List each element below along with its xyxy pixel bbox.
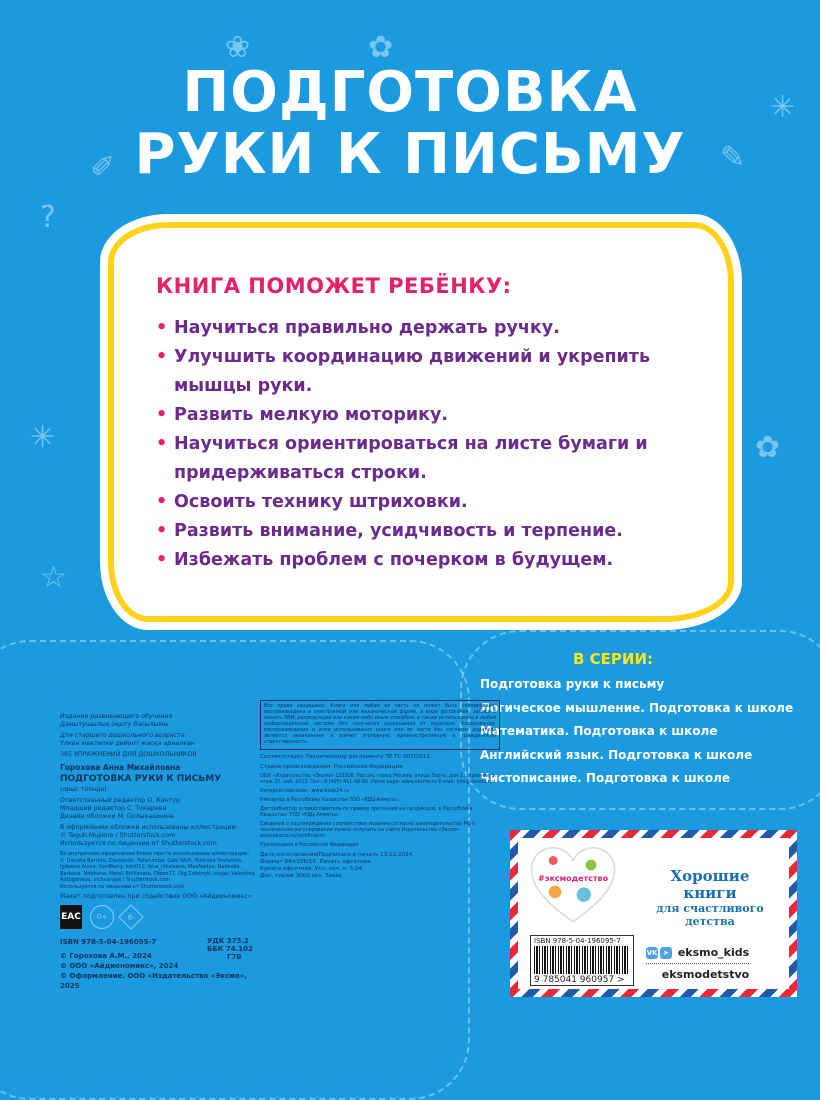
age-rating-diamond: 6- (118, 904, 143, 929)
flower-icon: ✿ (755, 430, 781, 465)
benefit-item: • Избежать проблем с почерком в будущем. (156, 550, 614, 570)
benefits-card (108, 222, 734, 622)
series-item: Математика. Подготовка к школе (480, 724, 718, 738)
benefit-item: • Развить мелкую моторику. (156, 405, 449, 425)
benefit-item: • Улучшить координацию движений и укрепить мышцы руки. (156, 347, 651, 396)
hashtag: #эксмодетство (538, 874, 609, 883)
brush-icon: ✐ (90, 150, 116, 185)
title-line: РУКИ К ПИСЬМУ (134, 122, 686, 187)
sparkle-icon: ✳ (770, 90, 796, 125)
certification-marks (60, 905, 260, 929)
benefit-item: • Освоить технику штриховки. (156, 492, 468, 512)
social-handle[interactable]: eksmo_kids (677, 946, 750, 959)
social-handle[interactable]: eksmodetstvo (646, 963, 749, 981)
series-note: 365 УПРАЖНЕНИЙ ДЛЯ ДОШКОЛЬНИКОВ (60, 751, 197, 758)
series-item: Логическое мышление. Подготовка к школе (480, 700, 794, 715)
series-item: Подготовка руки к письму (480, 677, 665, 691)
benefit-item: • Развить внимание, усидчивость и терпение. (156, 521, 623, 541)
book-title (0, 62, 820, 186)
title-line: ПОДГОТОВКА (182, 60, 638, 125)
sparkle-icon: ✳ (30, 420, 56, 455)
barcode-bars (534, 946, 630, 974)
imprint-title: ПОДГОТОВКА РУКИ К ПИСЬМУ (60, 774, 222, 784)
series-item: Английский язык. Подготовка к школе (480, 747, 753, 762)
benefits-heading: КНИГА ПОМОЖЕТ РЕБЁНКУ: (156, 274, 512, 298)
slogan: Хорошие книги для счастливого детства (656, 867, 764, 928)
benefit-item: • Научиться ориентироваться на листе бумаги и придерживаться строки. (156, 434, 648, 483)
imprint-legal: Все права защищены. Книга или любая ее часть не может быть скопирована, воспроизведена в электронной или механической форме, в виде фотокопии, записи в память ЭВМ, репродукции или каким-либо иным способом, а также использована в любой информационной системе без получения разрешения от издателя. Копирование, воспроизведение и иное использование книги или ее части без согласия издателя является незаконным и влечет уголовную, административную и гражданскую ответственность. Соответствует Техническому регламенту ТР ТС 007/2011 Страна происхождения: Российская Федерация ООО «Издательство «Эксмо» 123308, Россия, город Москва, улица Зорге, дом 1, строение 1, этаж 20, каб. 2013. Тел.: 8 (495) 411-68-86. Home page: www.eksmo.ru E-mail: info@eksmo.ru Интернет-магазин : www.book24.ru Импортер в Республику Казахстан ТОО «РДЦ-Алматы». Дистрибьютор и представитель по приему претензий на продукцию, в Республике Казахстан: ТОО «РДЦ-Алматы» Сведения о подтверждении соответствия издания согласно законодательству РФ о техническом регулировании можно получить на сайте Издательства «Эксмо» www.eksmo.ru/certification Произведено в Российской Федерации Дата изготовления/Подписано в печать 13.12.2024. Формат 84×108/16. Печать офсетная. Бумага офсетная. Усл. печ. л. 5,04. Доп. тираж 3000 экз. Заказ (260, 700, 500, 880)
question-icon: ? (40, 200, 56, 235)
star-icon: ☆ (40, 560, 67, 595)
series-item: Чистописание. Подготовка к школе (480, 771, 730, 785)
author: Горохова Анна Михайловна (60, 763, 181, 772)
vk-icon[interactable]: VK (646, 949, 658, 957)
benefit-item: • Научиться правильно держать ручку. (156, 318, 560, 338)
benefits-list (156, 314, 696, 575)
age-rating-badge: 0+ (90, 905, 114, 929)
series-heading: В СЕРИИ: (573, 650, 654, 668)
imprint-left: Издание развивающего обучения Дамытушылық оқыту басылымы Для старшего дошкольного возраста Үлкен мектепке дейінгі жасқа арналған 365 УПРАЖНЕНИЙ ДЛЯ ДОШКОЛЬНИКОВ Горохова Анна Михайловна ПОДГОТОВКА РУКИ К ПИСЬМУ (орыс тілінде) Ответственный редактор О. Кантур Младший редактор С. Токарева Дизайн обложки М. Полыкашкина В оформлении обложки использованы иллюстрации: © Teguh Mujiono / Shutterstock.com Используется по лицензии от Shutterstock.com Во внутреннем оформлении блока текста использованы иллюстрации: © Daniela Barreto, Daviderko, Fafarumba, Gabi Wolf, Hulinska Yevheniia, Igdeeva Alena, IrynMerry, kon011, lena_nikolaeva, MaxNadya, Nadezda Barkova, Nebhana, Natali Brillianata, Oleon17, Olg Zolotnyk, svaga, Valentina Antuganova, vichvarupe / Shutterstock.com Используется по лицензии от Shutterstock.com Макет подготовлен при содействии ООО «Айдиономикс» ЕАС 0+ 6- ISBN 978-5-04-196095-7 УДК 373.2 ББК 74.102 Г70 © Горохова А.М., 2024 © ООО «Айдиономикс», 2024 © Оформление. ООО «Издательство «Эксмо», 2025 (60, 713, 260, 991)
social-links (646, 946, 749, 981)
rights-notice: Все права защищены. Книга или любая ее часть не может быть скопирована, воспроизведена в электронной или механической форме, в виде фотокопии, записи в память ЭВМ, репродукции или каким-либо иным способом, а также использована в любой информационной системе без получения разрешения от издателя. Копирование, воспроизведение и иное использование книги или ее части без согласия издателя является незаконным и влечет уголовную, административную и гражданскую ответственность. (260, 700, 500, 750)
eac-mark-icon: ЕАС (60, 905, 82, 929)
barcode: ISBN 978-5-04-196095-7 9 785041 960957 > (530, 935, 634, 986)
flower-icon: ❀ (225, 30, 251, 65)
envelope-promo (510, 830, 797, 997)
telegram-icon[interactable]: ➤ (660, 947, 672, 959)
pencil-icon: ✎ (720, 140, 746, 175)
flower-icon: ✿ (368, 30, 394, 65)
series-list (480, 650, 793, 791)
